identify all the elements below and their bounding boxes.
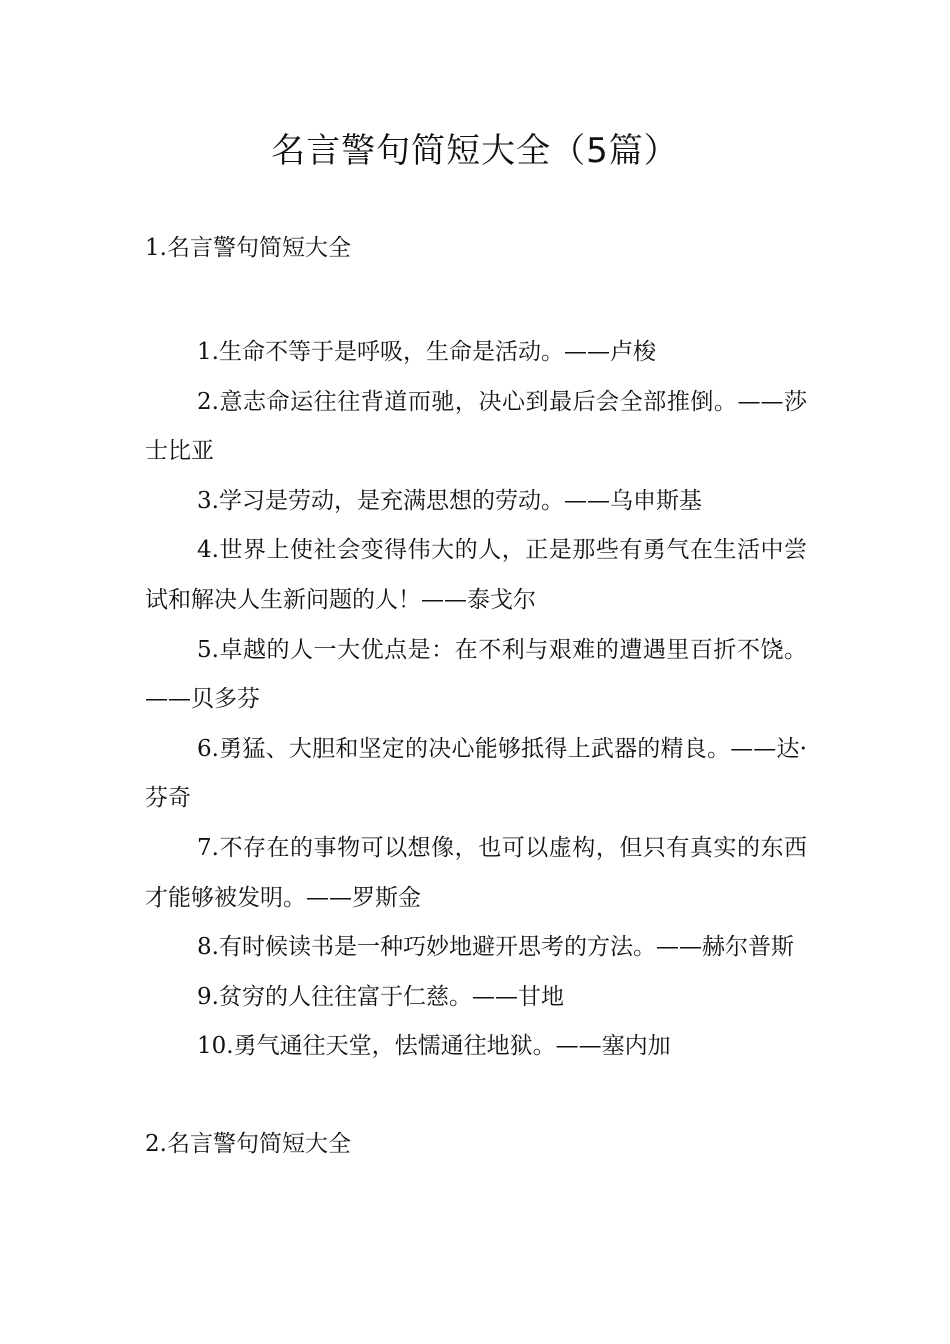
document-title: 名言警句简短大全（5篇）	[271, 131, 679, 171]
quote-item: 4.世界上使社会变得伟大的人，正是那些有勇气在生活中尝试和解决人生新问题的人！——泰戈尔	[145, 537, 807, 613]
quote-item: 2.意志命运往往背道而驰，决心到最后会全部推倒。——莎士比亚	[145, 388, 807, 465]
section-heading-2: 2.名言警句简短大全	[145, 1131, 351, 1157]
quote-list	[145, 328, 807, 1072]
quote-item: 5.卓越的人一大优点是：在不利与艰难的遭遇里百折不饶。——贝多芬	[145, 636, 807, 713]
quote-item: 7.不存在的事物可以想像，也可以虚构，但只有真实的东西才能够被发明。——罗斯金	[145, 834, 807, 911]
quote-item: 1.生命不等于是呼吸，生命是活动。——卢梭	[197, 339, 656, 365]
quote-item: 10.勇气通往天堂，怯懦通往地狱。——塞内加	[197, 1033, 671, 1060]
quote-item: 9.贫穷的人往往富于仁慈。——甘地	[197, 983, 564, 1010]
quote-item: 3.学习是劳动，是充满思想的劳动。——乌申斯基	[197, 487, 702, 514]
section-heading-1: 1.名言警句简短大全	[145, 235, 351, 261]
quote-item: 6.勇猛、大胆和坚定的决心能够抵得上武器的精良。——达·芬奇	[145, 735, 807, 812]
quote-item: 8.有时候读书是一种巧妙地避开思考的方法。——赫尔普斯	[197, 934, 794, 961]
